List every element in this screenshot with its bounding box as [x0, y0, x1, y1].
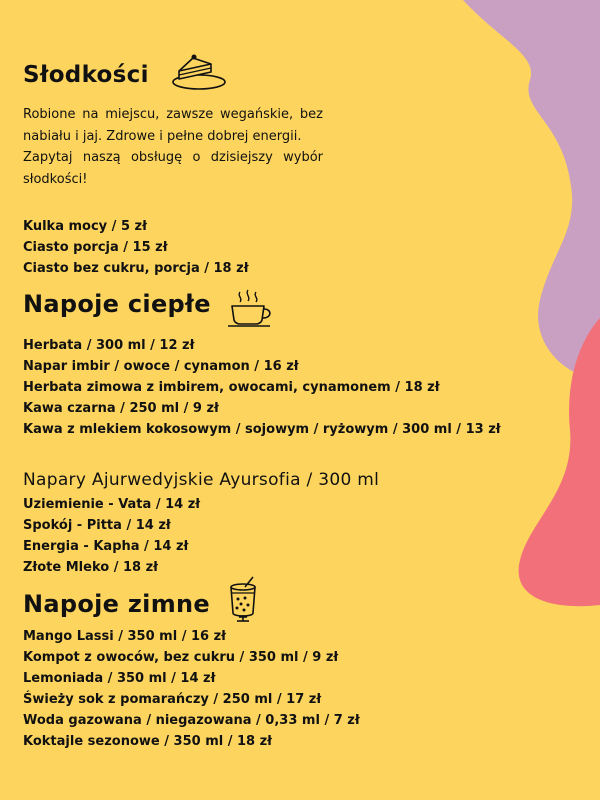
- list-item: Kompot z owoców, bez cukru / 350 ml / 9 zł: [23, 650, 339, 665]
- list-item: Ciasto porcja / 15 zł: [23, 240, 168, 255]
- list-item: Mango Lassi / 350 ml / 16 zł: [23, 629, 226, 644]
- list-item: Kawa czarna / 250 ml / 9 zł: [23, 401, 219, 416]
- list-item: Świeży sok z pomarańczy / 250 ml / 17 zł: [23, 692, 322, 707]
- list-item: Spokój - Pitta / 14 zł: [23, 518, 171, 533]
- purple-blob: [463, 0, 600, 380]
- sweets-list: [23, 216, 249, 279]
- list-item: Energia - Kapha / 14 zł: [23, 539, 189, 554]
- list-item: Napar imbir / owoce / cynamon / 16 zł: [23, 359, 299, 374]
- list-item: Uziemienie - Vata / 14 zł: [23, 497, 201, 512]
- list-item: Woda gazowana / niegazowana / 0,33 ml / 7 zł: [23, 713, 360, 728]
- iced-drink-icon: [223, 575, 263, 623]
- list-item: Herbata zimowa z imbirem, owocami, cynamonem / 18 zł: [23, 380, 440, 395]
- section-title-sweets: Słodkości: [23, 62, 149, 88]
- list-item: Kawa z mlekiem kokosowym / sojowym / ryżowym / 300 ml / 13 zł: [23, 422, 501, 437]
- list-item: Lemoniada / 350 ml / 14 zł: [23, 671, 216, 686]
- list-item: Herbata / 300 ml / 12 zł: [23, 338, 195, 353]
- cold-drinks-list: [23, 626, 360, 752]
- section-title-ayurvedic: Napary Ajurwedyjskie Ayursofia / 300 ml: [23, 470, 380, 490]
- section-title-hot-drinks: Napoje ciepłe: [23, 290, 211, 318]
- list-item: Kulka mocy / 5 zł: [23, 219, 147, 234]
- ayurvedic-list: [23, 494, 200, 578]
- hot-cup-icon: [228, 288, 278, 328]
- list-item: Złote Mleko / 18 zł: [23, 560, 158, 575]
- section-title-cold-drinks: Napoje zimne: [23, 590, 210, 618]
- sweets-description: [23, 104, 323, 190]
- cake-slice-icon: [171, 52, 227, 92]
- sweets-description-line-1: Robione na miejscu, zawsze wegańskie, bez nabiału i jaj. Zdrowe i pełne dobrej energii.: [23, 107, 323, 144]
- list-item: Ciasto bez cukru, porcja / 18 zł: [23, 261, 249, 276]
- list-item: Koktajle sezonowe / 350 ml / 18 zł: [23, 734, 272, 749]
- sweets-description-line-2: Zapytaj naszą obsługę o dzisiejszy wybór słodkości!: [23, 150, 323, 187]
- hot-drinks-list: [23, 335, 501, 440]
